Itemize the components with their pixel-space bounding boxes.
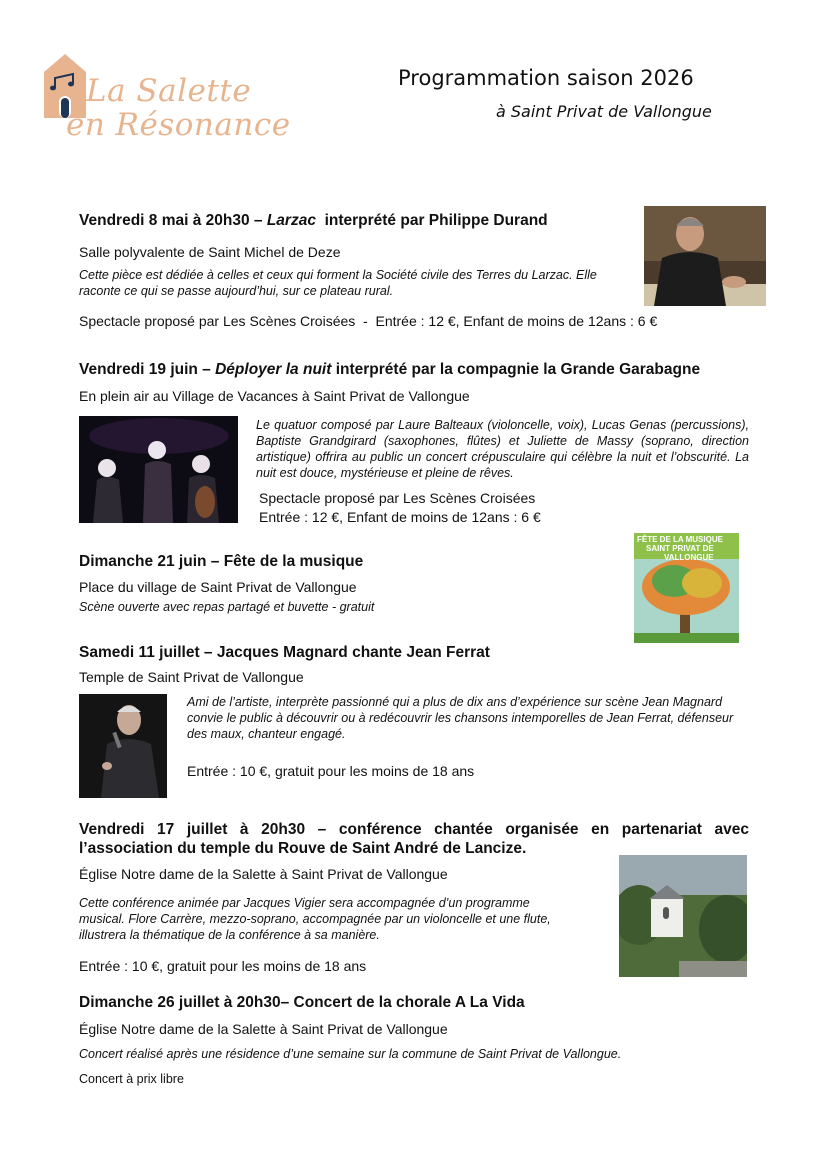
logo-line-2: en Résonance <box>66 107 291 143</box>
event-title: Dimanche 26 juillet à 20h30– Concert de la chorale A La Vida <box>79 994 525 1011</box>
logo <box>40 50 291 150</box>
church-photo <box>619 855 747 977</box>
event-venue: En plein air au Village de Vacances à Saint Privat de Vallongue <box>79 388 470 404</box>
event-venue: Église Notre dame de la Salette à Saint Privat de Vallongue <box>79 1021 448 1037</box>
quartet-photo <box>79 416 238 523</box>
poster-line-2: SAINT PRIVAT DE <box>646 544 714 553</box>
event-title: Vendredi 19 juin – Déployer la nuit interprété par la compagnie la Grande Garabagne <box>79 361 701 378</box>
event-description: Ami de l’artiste, interprète passionné qui a plus de dix ans d’expérience sur scène Jean Magnard convie le public à découvrir ou à redécouvrir les chansons intemporelles de Jean Ferrat, défenseur des maux, chanteur engagé. <box>187 695 734 741</box>
event-description: Scène ouverte avec repas partagé et buvette - gratuit <box>79 600 375 614</box>
event-info: Concert à prix libre <box>79 1072 184 1086</box>
logo-line-1: La Salette <box>86 73 252 109</box>
performer-photo <box>644 206 766 306</box>
event-info-line-2: Entrée : 12 €, Enfant de moins de 12ans : 6 € <box>259 509 541 525</box>
event-title: Vendredi 17 juillet à 20h30 – conférence chantée organisée en partenariat avec l’association du temple du Rouve de Saint André de Lancize. <box>79 821 749 857</box>
page-title: Programmation saison 2026 <box>398 66 694 90</box>
event-description: Cette pièce est dédiée à celles et ceux qui forment la Société civile des Terres du Larzac. Elle raconte ce qui se passe aujourd’hui, sur ce plateau rural. <box>79 268 597 298</box>
event-title: Dimanche 21 juin – Fête de la musique <box>79 553 364 570</box>
event-info-line-1: Spectacle proposé par Les Scènes Croisées <box>259 490 536 506</box>
event-info: Entrée : 10 €, gratuit pour les moins de 18 ans <box>79 958 367 974</box>
event-title: Vendredi 8 mai à 20h30 – Larzac interprété par Philippe Durand <box>79 212 548 229</box>
event-description: Le quatuor composé par Laure Balteaux (violoncelle, voix), Lucas Genas (percussions), Baptiste Grandgirard (saxophones, flûtes) et Juliette de Massy (soprano, direction artistique) offrira au public un concert crépusculaire qui célèbre la nuit et l’obscurité. La nuit est douce, mystérieuse et pleine de rêves. <box>256 418 749 480</box>
page-subtitle: à Saint Privat de Vallongue <box>496 102 712 121</box>
event-info: Spectacle proposé par Les Scènes Croisées - Entrée : 12 €, Enfant de moins de 12ans : 6 € <box>79 313 658 329</box>
event-title: Samedi 11 juillet – Jacques Magnard chante Jean Ferrat <box>79 644 490 661</box>
fete-musique-poster <box>634 533 739 643</box>
poster-line-3: VALLONGUE <box>664 553 714 562</box>
event-info: Entrée : 10 €, gratuit pour les moins de 18 ans <box>187 763 475 779</box>
singer-photo <box>79 694 167 798</box>
event-description: Concert réalisé après une résidence d’une semaine sur la commune de Saint Privat de Vallongue. <box>79 1047 622 1061</box>
event-venue: Temple de Saint Privat de Vallongue <box>79 669 304 685</box>
event-venue: Place du village de Saint Privat de Vallongue <box>79 579 357 595</box>
poster-line-1: FÊTE DE LA MUSIQUE <box>637 535 723 544</box>
event-venue: Salle polyvalente de Saint Michel de Deze <box>79 244 341 260</box>
event-description: Cette conférence animée par Jacques Vigier sera accompagnée d’un programme musical. Flore Carrère, mezzo-soprano, accompagnée par un violoncelle et une flute, illustrera la thématique de la conférence à sa manière. <box>79 896 551 942</box>
event-venue: Église Notre dame de la Salette à Saint Privat de Vallongue <box>79 866 448 882</box>
